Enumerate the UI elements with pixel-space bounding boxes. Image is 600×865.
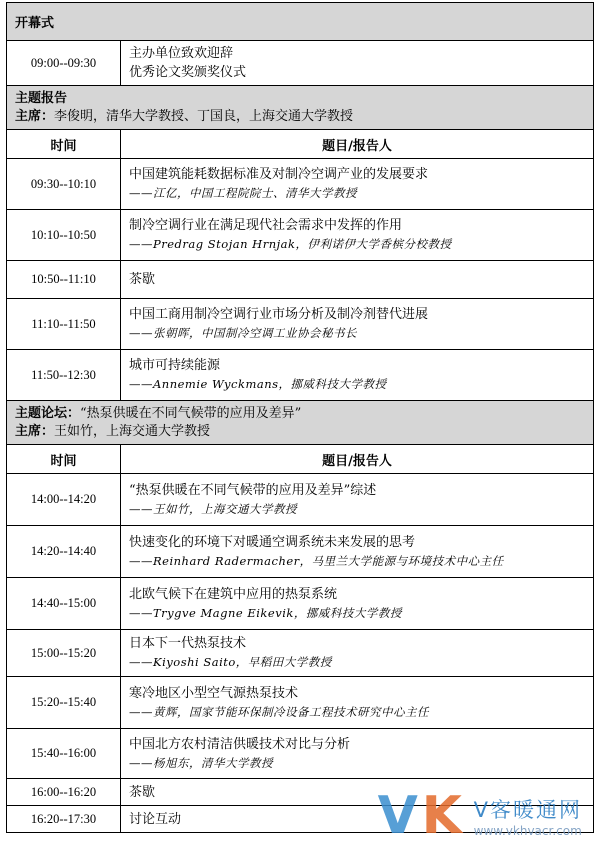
- row-speaker: ——Reinhard Radermacher，马里兰大学能源与环境技术中心主任: [129, 553, 504, 568]
- row-speaker: ——Annemie Wyckmans，挪威科技大学教授: [129, 377, 387, 391]
- opening-item: 优秀论文奖颁奖仪式: [129, 65, 247, 80]
- table-row: [7, 729, 594, 779]
- session1-chair-label: 主席：: [15, 108, 55, 124]
- opening-item: 主办单位致欢迎辞: [129, 46, 234, 61]
- row-topic: 制冷空调行业在满足现代社会需求中发挥的作用: [129, 218, 403, 233]
- row-topic: 北欧气候下在建筑中应用的热泵系统: [129, 586, 338, 602]
- logo-letter-k: K: [421, 786, 462, 846]
- column-header-time: 时间: [7, 130, 121, 159]
- row-speaker: ——杨旭东，清华大学教授: [129, 755, 273, 770]
- table-row: [7, 526, 594, 578]
- row-topic: 茶歇: [129, 784, 156, 800]
- watermark: [377, 786, 582, 846]
- row-speaker: ——江亿，中国工程院院士、清华大学教授: [129, 186, 357, 200]
- row-time: 14:40--15:00: [7, 578, 121, 630]
- logo-letter-v: V: [377, 786, 418, 846]
- table-row: [7, 159, 594, 210]
- row-time: 15:20--15:40: [7, 677, 121, 729]
- row-time: 10:10--10:50: [7, 210, 121, 261]
- watermark-site-name: V客暖通网: [473, 798, 582, 822]
- row-topic: 城市可持续能源: [129, 358, 221, 373]
- session2-chair-names: 王如竹，上海交通大学教授: [54, 423, 211, 439]
- session2-title-text: “热泵供暖在不同气候带的应用及差异”: [80, 405, 302, 421]
- row-speaker: ——Kiyoshi Saito，早稻田大学教授: [129, 655, 332, 669]
- row-topic: 茶歇: [129, 272, 156, 287]
- session2-header: [7, 401, 594, 445]
- table-row: [7, 261, 594, 299]
- session1-header: [7, 86, 594, 130]
- row-time: 14:20--14:40: [7, 526, 121, 578]
- session1-column-header: [7, 130, 594, 159]
- row-speaker: ——Trygve Magne Eikevik，挪威科技大学教授: [129, 605, 402, 620]
- row-speaker: ——王如竹，上海交通大学教授: [129, 501, 297, 516]
- row-speaker: ——Predrag Stojan Hrnjak，伊利诺伊大学香槟分校教授: [129, 237, 452, 251]
- row-speaker: ——张朝晖，中国制冷空调工业协会秘书长: [129, 326, 357, 340]
- vk-logo: [377, 786, 470, 846]
- row-time: 16:20--17:30: [7, 806, 121, 833]
- row-topic: 日本下一代热泵技术: [129, 636, 247, 651]
- column-header-topic: 题目/报告人: [121, 130, 594, 159]
- table-row: [7, 677, 594, 729]
- row-speaker: ——黄辉，国家节能环保制冷设备工程技术研究中心主任: [129, 704, 429, 719]
- row-topic: “热泵供暖在不同气候带的应用及差异”综述: [129, 482, 377, 498]
- session2-column-header: [7, 445, 594, 474]
- table-row: [7, 210, 594, 261]
- session2-title-label: 主题论坛：: [15, 405, 81, 421]
- table-row: [7, 630, 594, 677]
- opening-title: 开幕式: [7, 3, 594, 41]
- session2-chair-label: 主席：: [15, 423, 55, 439]
- agenda-table: [6, 2, 594, 833]
- table-row: [7, 350, 594, 401]
- table-row: [7, 299, 594, 350]
- table-row: [7, 474, 594, 526]
- watermark-url: www.vkhvacr.com: [473, 824, 582, 838]
- row-topic: 中国建筑能耗数据标准及对制冷空调产业的发展要求: [129, 167, 429, 182]
- opening-time: 09:00--09:30: [7, 41, 121, 86]
- session1-chair-names: 李俊明，清华大学教授、丁国良，上海交通大学教授: [54, 108, 354, 124]
- row-time: 16:00--16:20: [7, 779, 121, 806]
- row-time: 10:50--11:10: [7, 261, 121, 299]
- row-time: 11:10--11:50: [7, 299, 121, 350]
- column-header-topic: 题目/报告人: [121, 445, 594, 474]
- opening-items: [121, 41, 594, 86]
- opening-section-header: [7, 3, 594, 41]
- column-header-time: 时间: [7, 445, 121, 474]
- row-time: 14:00--14:20: [7, 474, 121, 526]
- opening-row: [7, 41, 594, 86]
- table-row: [7, 578, 594, 630]
- row-topic: 中国工商用制冷空调行业市场分析及制冷剂替代进展: [129, 307, 429, 322]
- agenda-document: [6, 2, 593, 833]
- row-time: 15:00--15:20: [7, 630, 121, 677]
- row-time: 09:30--10:10: [7, 159, 121, 210]
- row-topic: 快速变化的环境下对暖通空调系统未来发展的思考: [129, 534, 416, 550]
- row-topic: 讨论互动: [129, 811, 182, 827]
- row-topic: 寒冷地区小型空气源热泵技术: [129, 685, 299, 701]
- row-time: 11:50--12:30: [7, 350, 121, 401]
- row-topic: 中国北方农村清洁供暖技术对比与分析: [129, 736, 351, 752]
- session1-title: 主题报告: [15, 90, 68, 106]
- row-time: 15:40--16:00: [7, 729, 121, 779]
